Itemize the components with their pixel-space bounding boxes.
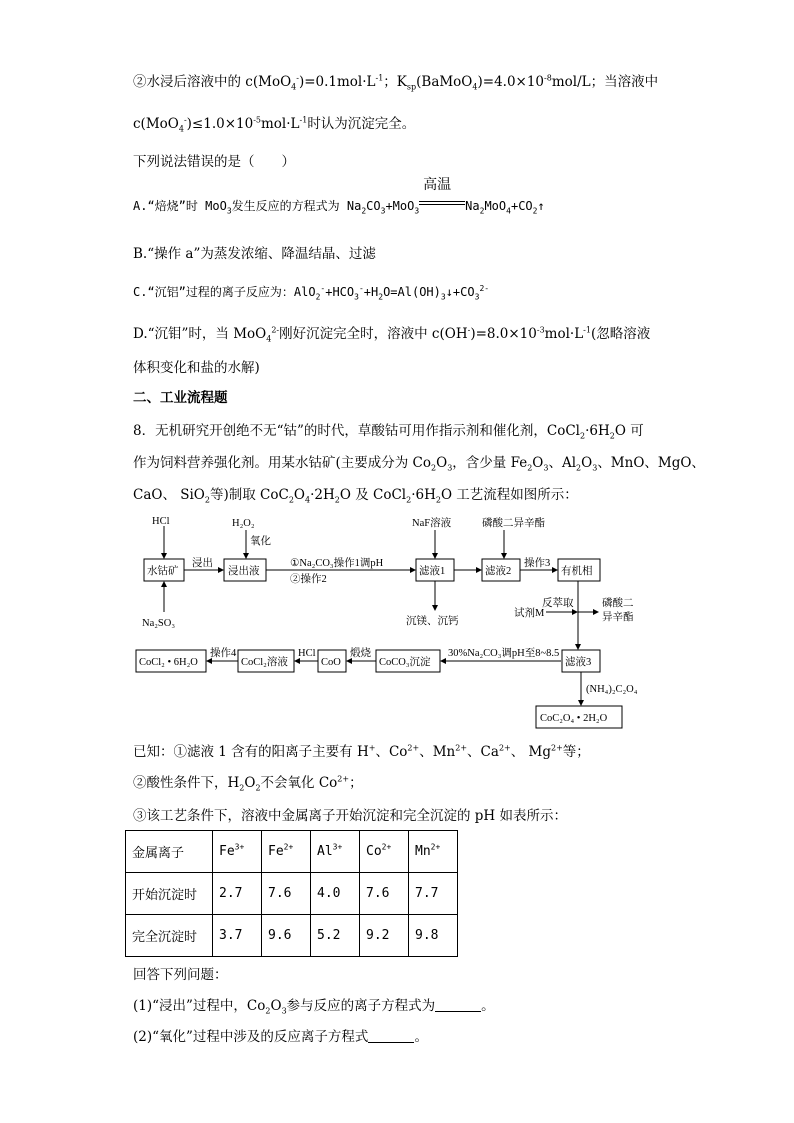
option-c: C.“沉铝”过程的离子反应为：$AlO_2^-+HCO_3^-+H_2O=Al(OH)_3↓+CO_3^{2-}$: [133, 284, 490, 302]
row-label: 开始沉淀时: [126, 873, 213, 915]
label-hcl-mid: HCl: [298, 648, 316, 659]
ion-cell: $Mn^{2+}$: [409, 831, 458, 873]
ion-cell: $Al^{3+}$: [311, 831, 360, 873]
ph-value: 7.7: [409, 873, 458, 915]
label-filtrate3: 滤液3: [565, 657, 592, 668]
section-title: 二、工业流程题: [133, 390, 228, 406]
label-cocl2-6h2o: CoCl₂ • 6H₂O: [139, 657, 198, 668]
reaction-condition: 高温: [419, 196, 465, 210]
ion-cell: $Fe^{2+}$: [262, 831, 311, 873]
label-na2co3-ph: 30%Na₂CO₃调pH至8~8.5: [448, 648, 560, 659]
q8-line-2: 作为饲料营养强化剂。用某水钴矿(主要成分为 $Co_2O_3$，含少量 $Fe_2O_3$、$Al_2O_3$、MnO、MgO、: [133, 455, 705, 473]
table-row: [126, 873, 458, 915]
label-hcl-top: HCl: [152, 516, 170, 527]
label-filtrate1: 滤液1: [419, 566, 446, 577]
ph-value: 4.0: [311, 873, 360, 915]
known-line-2: ②水浸后溶液中的 $c(MoO_4^-)=0.1mol\cdot L^{-1}$；$K_{sp}(BaMoO_4)=4.0\times 10^{-8}mol/L$；当溶液中: [133, 73, 659, 92]
sub-question-1: (1)“浸出”过程中，$Co_2O_3$参与反应的离子方程式为 。: [133, 998, 495, 1016]
label-coco3: CoCO₃沉淀: [379, 657, 431, 668]
label-cocl2-solution: CoCl₂溶液: [241, 657, 288, 668]
label-p204-b: 异辛酯: [602, 612, 634, 623]
ion-cell: $Co^{2+}$: [360, 831, 409, 873]
option-d: D.“沉钼”时，当 MoO$_4^{2-}$刚好沉淀完全时，溶液中 $c(OH^-)=8.0\times 10^{-3}mol\cdot L^{-1}$(忽略溶液: [133, 325, 651, 344]
label-back-extract: 反萃取: [542, 598, 574, 609]
ph-value: 2.7: [213, 873, 262, 915]
ph-value: 9.2: [360, 915, 409, 957]
label-reagent-m: 试剂M: [514, 608, 545, 619]
label-step2: ②操作2: [290, 574, 327, 585]
option-b: B.“操作 a”为蒸发浓缩、降温结晶、过滤: [133, 246, 376, 262]
option-d-continued: 体积变化和盐的水解): [133, 360, 260, 376]
ion-cell: $Fe^{3+}$: [213, 831, 262, 873]
table-row: [126, 915, 458, 957]
option-a: A.“焙烧”时 MoO$_3$发生反应的方程式为 $Na_2CO_3+MoO_3$ 高温 $Na_2MoO_4+CO_2↑$: [133, 177, 545, 216]
given-3: ③该工艺条件下，溶液中金属离子开始沉淀和完全沉淀的 pH 如表所示：: [133, 808, 567, 824]
label-op3: 操作3: [524, 558, 551, 569]
answer-blank-2[interactable]: [368, 1028, 414, 1043]
label-filtrate2: 滤液2: [485, 566, 512, 577]
sub-question-2: (2)“氧化”过程中涉及的反应离子方程式 。: [133, 1029, 428, 1045]
label-oxidize: 氧化: [250, 536, 271, 547]
table-header-cell: 金属离子: [126, 831, 213, 873]
ph-value: 5.2: [311, 915, 360, 957]
label-step1: ①Na₂CO₃操作1调pH: [290, 558, 384, 569]
ph-value: 7.6: [360, 873, 409, 915]
label-p204-a: 磷酸二: [602, 598, 634, 609]
ph-value: 7.6: [262, 873, 311, 915]
process-flow-diagram: [130, 512, 650, 732]
label-h2o2: H₂O₂: [232, 518, 255, 529]
answer-intro: 回答下列问题：: [133, 967, 228, 983]
table-row: [126, 831, 458, 873]
label-leach: 浸出: [192, 558, 213, 569]
row-label: 完全沉淀时: [126, 915, 213, 957]
given-2: ②酸性条件下，$H_2O_2$不会氧化 $Co^{2+}$；: [133, 774, 363, 793]
question-prompt: 下列说法错误的是（ ）: [133, 154, 295, 170]
label-p204-top: 磷酸二异辛酯: [482, 518, 545, 529]
known-line-3: $c(MoO_4^-)\le 1.0\times 10^{-5}mol\cdot L^{-1}$时认为沉淀完全。: [133, 115, 416, 134]
ph-table: [125, 830, 458, 957]
label-nh4-c2o4: (NH₄)₂C₂O₄: [586, 684, 638, 695]
label-calcine: 煅烧: [350, 648, 371, 659]
ph-value: 3.7: [213, 915, 262, 957]
label-coc2o4: CoC₂O₄ • 2H₂O: [540, 713, 608, 724]
answer-blank-1[interactable]: [435, 997, 481, 1012]
label-naf: NaF溶液: [412, 518, 452, 529]
label-na2so3: Na₂SO₃: [142, 618, 175, 629]
label-organic: 有机相: [561, 566, 593, 577]
label-mg-ca: 沉镁、沉钙: [406, 616, 459, 627]
q8-line-3: CaO、 SiO$_2$等)制取 $CoC_2O_4\cdot 2H_2O$ 及 $CoCl_2\cdot 6H_2O$ 工艺流程如图所示：: [133, 487, 578, 505]
ph-value: 9.8: [409, 915, 458, 957]
given-1: 已知：①滤液 1 含有的阳离子主要有 H+、$Co^{2+}$、$Mn^{2+}$、$Ca^{2+}$、 $Mg^{2+}$等；: [133, 743, 590, 760]
ph-value: 9.6: [262, 915, 311, 957]
label-ore: 水钴矿: [147, 566, 179, 577]
label-leachate: 浸出液: [228, 566, 260, 577]
label-coo: CoO: [321, 657, 341, 668]
q8-line-1: 8．无机研究开创绝不无“钴”的时代，草酸钴可用作指示剂和催化剂，$CoCl_2\cdot 6H_2O$ 可: [133, 423, 644, 441]
label-op4: 操作4: [210, 648, 237, 659]
